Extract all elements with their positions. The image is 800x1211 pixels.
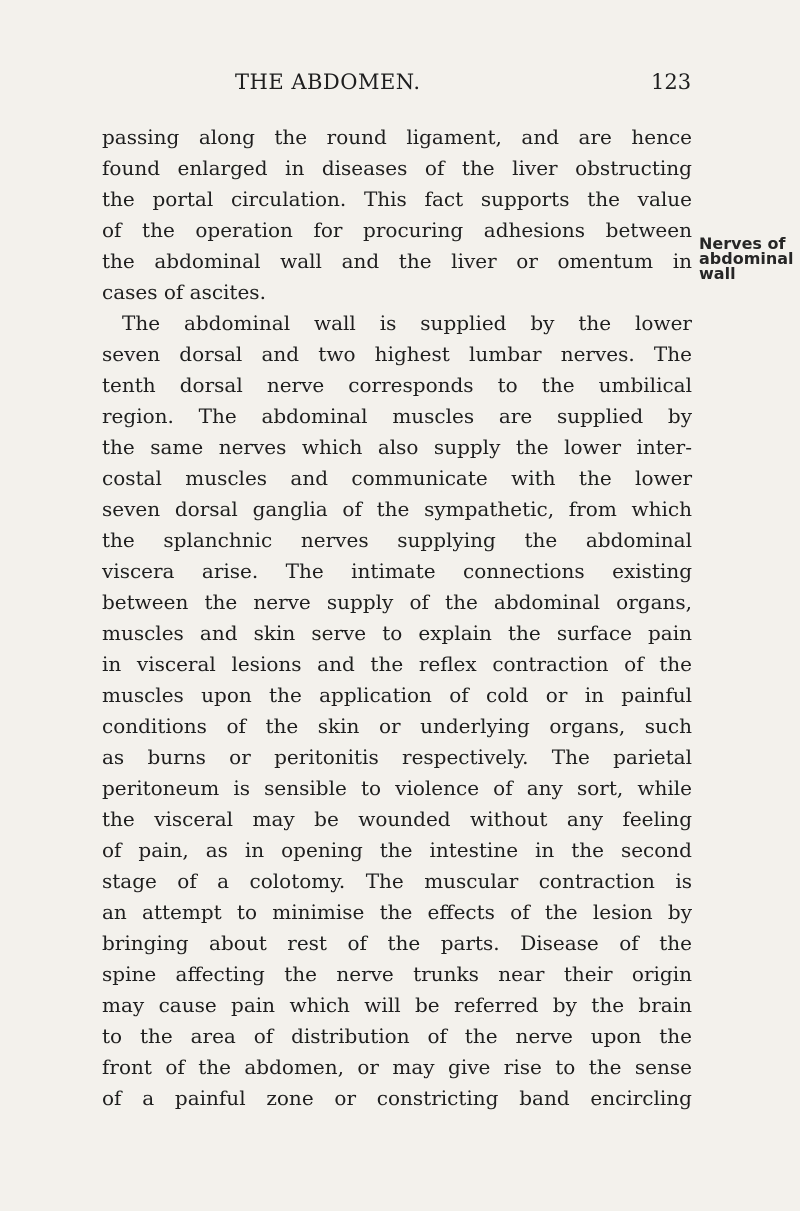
text-line: found enlarged in diseases of the liver obstructing: [102, 156, 692, 180]
text-line: costal muscles and communicate with the lower: [102, 466, 692, 490]
text-line: muscles and skin serve to explain the surface pain: [102, 621, 692, 645]
text-line: region. The abdominal muscles are supplied by: [102, 404, 692, 428]
text-line: cases of ascites.: [102, 280, 266, 304]
text-line: muscles upon the application of cold or in painful: [102, 683, 692, 707]
text-line: may cause pain which will be referred by the brain: [102, 993, 692, 1017]
text-line: the same nerves which also supply the lower inter-: [102, 435, 692, 459]
text-line: front of the abdomen, or may give rise to the sense: [102, 1055, 692, 1079]
text-line: the portal circulation. This fact supports the value: [102, 187, 692, 211]
running-title: THE ABDOMEN.: [235, 70, 421, 94]
text-line: the abdominal wall and the liver or omentum in: [102, 249, 692, 273]
text-line: as burns or peritonitis respectively. The parietal: [102, 745, 692, 769]
running-head: [0, 0, 800, 110]
page-number: 123: [651, 70, 692, 94]
text-line: peritoneum is sensible to violence of any sort, while: [102, 776, 692, 800]
text-line: conditions of the skin or underlying organs, such: [102, 714, 692, 738]
side-note-line: wall: [699, 264, 736, 283]
text-line: an attempt to minimise the effects of the lesion by: [102, 900, 692, 924]
text-line: seven dorsal ganglia of the sympathetic, from which: [102, 497, 692, 521]
text-line: bringing about rest of the parts. Disease of the: [102, 931, 692, 955]
text-line: spine affecting the nerve trunks near their origin: [102, 962, 692, 986]
text-line: seven dorsal and two highest lumbar nerves. The: [102, 342, 692, 366]
paragraph-first-line: The abdominal wall is supplied by the lower: [122, 311, 692, 335]
text-line: of the operation for procuring adhesions between: [102, 218, 692, 242]
text-line: of a painful zone or constricting band encircling: [102, 1086, 692, 1110]
text-line: the visceral may be wounded without any feeling: [102, 807, 692, 831]
side-note-line: abdominal: [699, 249, 794, 268]
text-line: tenth dorsal nerve corresponds to the umbilical: [102, 373, 692, 397]
text-line: of pain, as in opening the intestine in the second: [102, 838, 692, 862]
text-line: stage of a colotomy. The muscular contraction is: [102, 869, 692, 893]
text-line: between the nerve supply of the abdominal organs,: [102, 590, 692, 614]
text-line: in visceral lesions and the reflex contraction of the: [102, 652, 692, 676]
text-line: to the area of distribution of the nerve upon the: [102, 1024, 692, 1048]
text-line: passing along the round ligament, and are hence: [102, 125, 692, 149]
side-note-line: Nerves of: [699, 234, 786, 253]
text-line: the splanchnic nerves supplying the abdominal: [102, 528, 692, 552]
side-note: [699, 236, 799, 281]
text-line: viscera arise. The intimate connections existing: [102, 559, 692, 583]
